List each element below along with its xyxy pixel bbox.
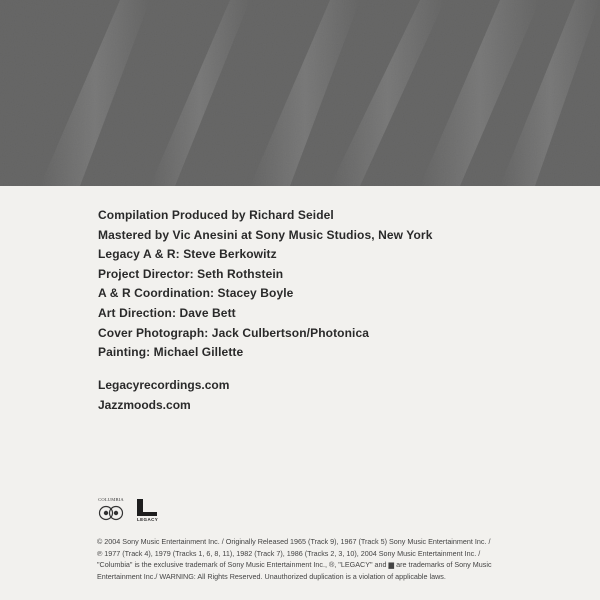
website-legacy: Legacyrecordings.com [98, 378, 230, 392]
credit-line: Project Director: Seth Rothstein [98, 266, 284, 281]
legal-line: © 2004 Sony Music Entertainment Inc. / Originally Released 1965 (Track 9), 1967 (Track 5) Sony Music Entertainment Inc. / [97, 537, 491, 546]
columbia-notes-icon [97, 502, 125, 522]
credit-line: Legacy A & R: Steve Berkowitz [98, 247, 277, 262]
legacy-logo-text: LEGACY [137, 517, 159, 522]
website-links [98, 375, 229, 415]
legal-line: Entertainment Inc./ WARNING: All Rights Reserved. Unauthorized duplication is a violation of applicable laws. [97, 571, 446, 581]
production-credits [98, 206, 432, 363]
legacy-logo [133, 498, 163, 524]
legal-line: "Columbia" is the exclusive trademark of Sony Music Entertainment Inc., ®, "LEGACY" and ▆ are trademarks of Sony Music [97, 560, 492, 570]
photo-texture [0, 0, 600, 186]
credit-line: Cover Photograph: Jack Culbertson/Photonica [98, 325, 370, 340]
columbia-logo-text: COLUMBIA [98, 497, 124, 502]
label-logos [97, 496, 167, 524]
credit-line: Compilation Produced by Richard Seidel [98, 208, 334, 222]
columbia-logo [97, 496, 125, 524]
legal-notice [97, 536, 542, 582]
credit-line: Painting: Michael Gillette [98, 345, 244, 360]
credit-line: Mastered by Vic Anesini at Sony Music Studios, New York [98, 227, 433, 242]
credit-line: A & R Coordination: Stacey Boyle [98, 286, 294, 301]
website-jazzmoods: Jazzmoods.com [98, 398, 191, 412]
credit-line: Art Direction: Dave Bett [98, 305, 236, 320]
legal-line: ℗ 1977 (Track 4), 1979 (Tracks 1, 6, 8, 11), 1982 (Track 7), 1986 (Tracks 2, 3, 10), 2004 Sony Music Entertainment Inc. / [97, 548, 481, 558]
cover-photograph [0, 0, 600, 186]
legacy-l-icon [133, 498, 163, 518]
